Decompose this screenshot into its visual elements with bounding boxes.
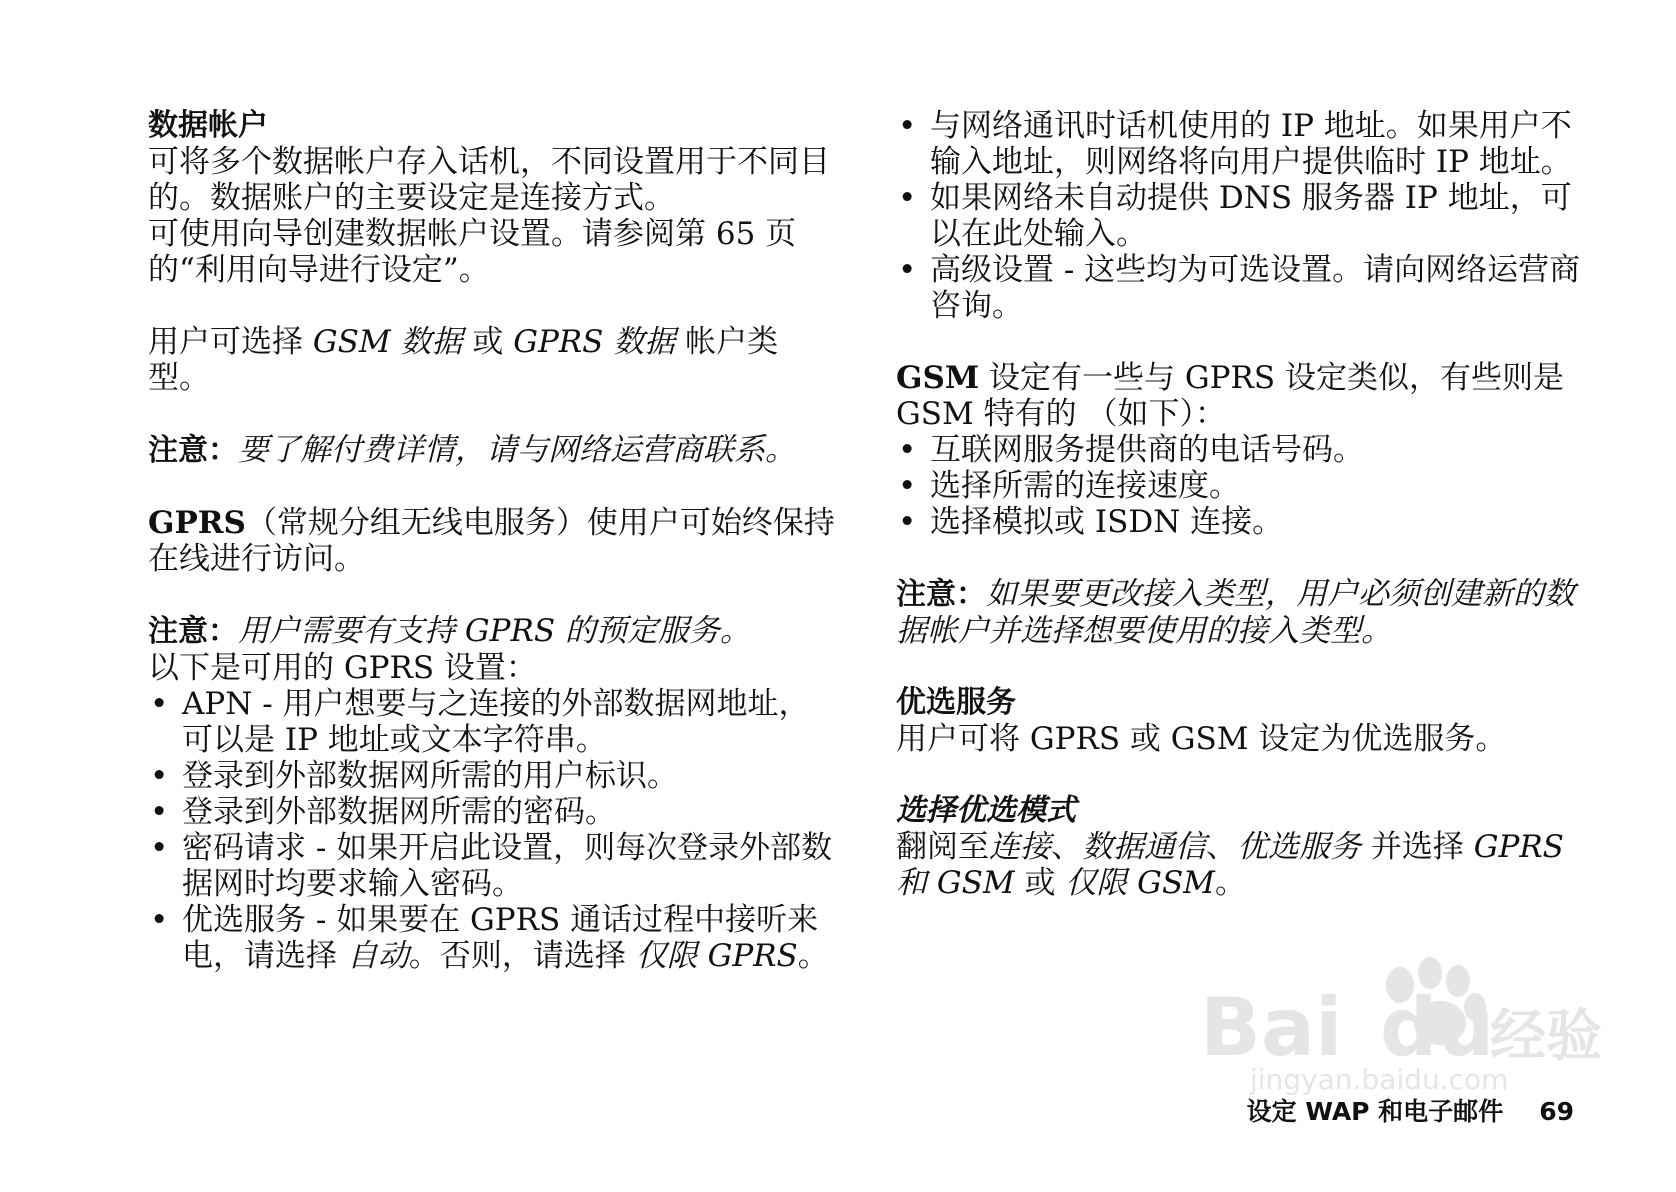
list-item: • 密码请求 - 如果开启此设置，则每次登录外部数据网时均要求输入密码。 xyxy=(148,830,838,902)
page-footer xyxy=(1247,1092,1574,1128)
list-item: • 登录到外部数据网所需的用户标识。 xyxy=(148,758,838,794)
gsm-paragraph: GSM 设定有一些与 GPRS 设定类似，有些则是 GSM 特有的 （如下）： xyxy=(896,360,1564,432)
footer-chapter-title: 设定 WAP 和电子邮件 xyxy=(1246,1097,1504,1126)
account-type-line: 用户可选择 GSM 数据 或 GPRS 数据 帐户类型。 xyxy=(148,324,779,396)
watermark-suffix: 经验 xyxy=(1490,1004,1602,1069)
list-item: • 与网络通讯时话机使用的 IP 地址。如果用户不输入地址，则网络将向用户提供临时 IP 地址。 xyxy=(896,108,1586,180)
gsm-settings-list xyxy=(896,432,1586,540)
page-number: 69 xyxy=(1539,1097,1574,1126)
right-column xyxy=(896,108,1586,901)
gprs-settings-list xyxy=(148,686,838,974)
list-item: • 高级设置 - 这些均为可选设置。请向网络运营商咨询。 xyxy=(896,252,1586,324)
list-item: • 互联网服务提供商的电话号码。 xyxy=(896,432,1586,468)
list-item: • 如果网络未自动提供 DNS 服务器 IP 地址，可以在此处输入。 xyxy=(896,180,1586,252)
paragraph: 可使用向导创建数据帐户设置。请参阅第 65 页的“利用向导进行设定”。 xyxy=(148,216,797,288)
note-billing: 注意：要了解付费详情，请与网络运营商联系。 xyxy=(148,432,796,468)
paragraph: 用户可将 GPRS 或 GSM 设定为优选服务。 xyxy=(896,721,1507,757)
mode-instructions: 翻阅至连接、数据通信、优选服务 并选择 GPRS 和 GSM 或 仅限 GSM。 xyxy=(896,829,1564,901)
list-item: • 选择模拟或 ISDN 连接。 xyxy=(896,504,1586,540)
left-column xyxy=(148,108,838,974)
gprs-settings-list-continued xyxy=(896,108,1586,324)
settings-intro: 以下是可用的 GPRS 设置： xyxy=(148,650,537,686)
section-title-data-accounts: 数据帐户 xyxy=(148,108,268,143)
baidu-watermark xyxy=(1190,955,1610,1095)
list-item: • 登录到外部数据网所需的密码。 xyxy=(148,794,838,830)
paragraph: 可将多个数据帐户存入话机，不同设置用于不同目的。数据账户的主要设定是连接方式。 xyxy=(148,144,830,216)
section-title-preferred-mode: 选择优选模式 xyxy=(896,793,1076,828)
watermark-url: jingyan.baidu.com xyxy=(1250,1063,1509,1095)
list-item: • APN - 用户想要与之连接的外部数据网地址，可以是 IP 地址或文本字符串。 xyxy=(148,686,838,758)
section-title-preferred-service: 优选服务 xyxy=(896,685,1016,720)
watermark-brand2: du xyxy=(1380,981,1495,1074)
list-item: • 选择所需的连接速度。 xyxy=(896,468,1586,504)
watermark-brand: Bai xyxy=(1200,981,1343,1074)
gprs-paragraph: GPRS（常规分组无线电服务）使用户可始终保持在线进行访问。 xyxy=(148,505,835,577)
note-subscription: 注意：用户需要有支持 GPRS 的预定服务。 xyxy=(148,613,751,649)
note-access-type: 注意：如果要更改接入类型，用户必须创建新的数据帐户并选择想要使用的接入类型。 xyxy=(896,576,1575,649)
list-item: • 优选服务 - 如果要在 GPRS 通话过程中接听来电，请选择 自动。否则，请选择 仅限 GPRS。 xyxy=(148,902,838,974)
